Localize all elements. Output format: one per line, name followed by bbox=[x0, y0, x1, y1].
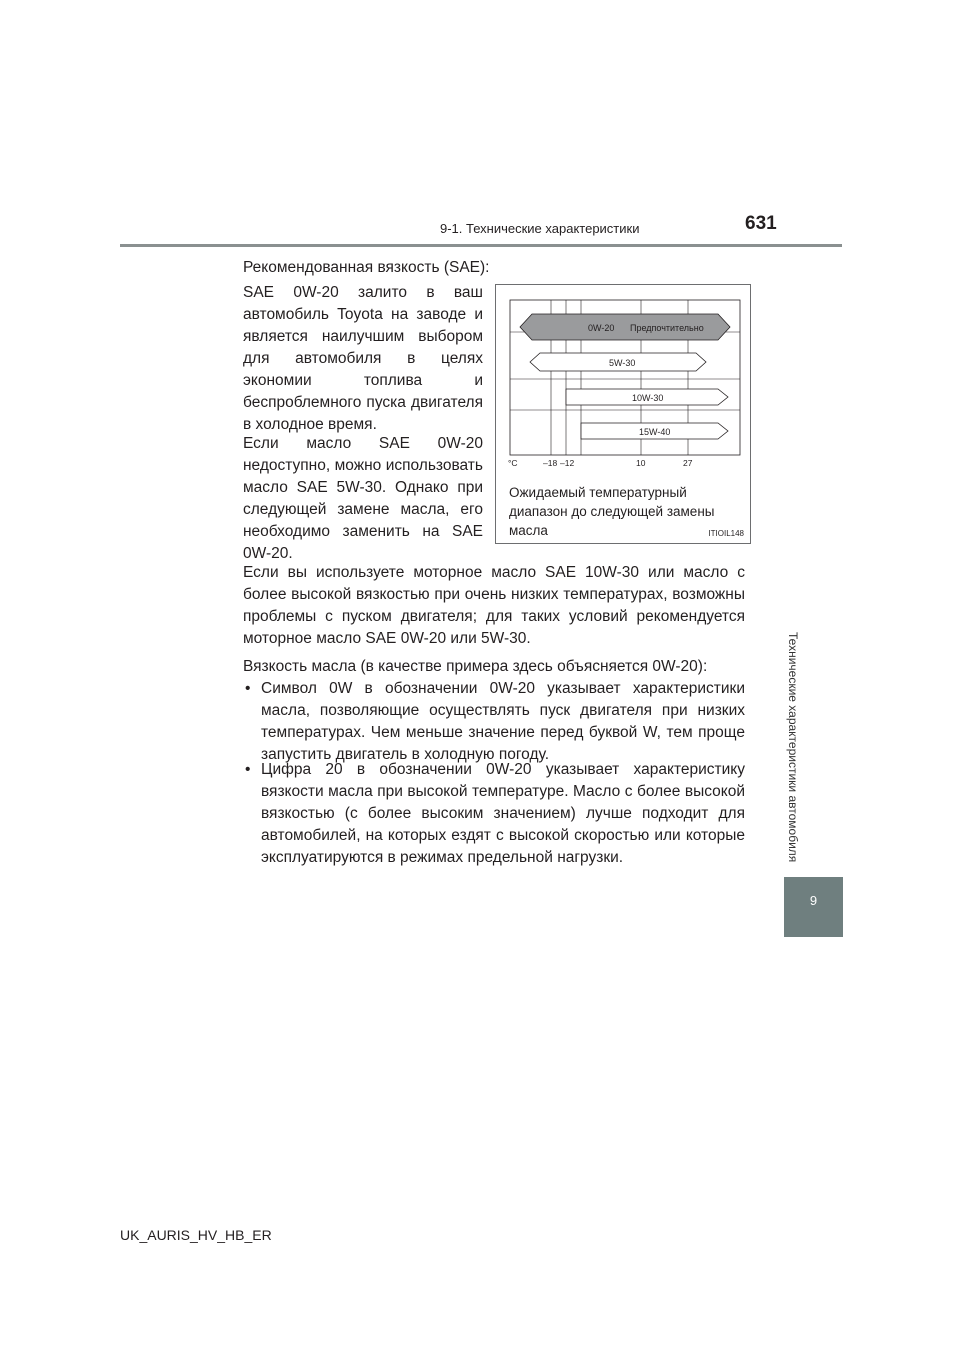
bullet-text: Цифра 20 в обозначении 0W-20 указывает характеристику вязкости масла при высокой температуре. Масло с более высокой вязкостью (с более высоким значением) лучше подходит для автомобилей, на которых ездят с высокой скоростью или которые эксплуатируются в режимах предельной нагрузки. bbox=[261, 761, 745, 866]
paragraph-alternative-oil: Если масло SAE 0W-20 недоступно, можно использовать масло SAE 5W-30. Однако при следующей замене масла, его необходимо заменить на SAE 0W-20. bbox=[243, 435, 483, 562]
band-label: 0W-20 bbox=[588, 323, 615, 333]
tick-label: 27 bbox=[683, 458, 693, 468]
paragraph-factory-oil: SAE 0W-20 залито в ваш автомобиль Toyota на заводе и является наилучшим выбором для автомобиля в целях экономии топлива и беспроблемного пуска двигателя в холодное время. bbox=[243, 284, 483, 433]
section-title: 9-1. Технические характеристики bbox=[440, 221, 640, 236]
paragraph-viscosity-explained: Вязкость масла (в качестве примера здесь объясняется 0W-20): bbox=[243, 658, 708, 675]
figure-code: ITIOIL148 bbox=[708, 529, 744, 538]
viscosity-chart-figure bbox=[495, 284, 751, 544]
chapter-tab[interactable]: 9 bbox=[784, 877, 843, 937]
band-label: 10W-30 bbox=[632, 393, 664, 403]
viscosity-intro: Рекомендованная вязкость (SAE): bbox=[243, 259, 490, 276]
band-label: 15W-40 bbox=[639, 427, 671, 437]
axis-unit-label: °C bbox=[508, 458, 518, 468]
tick-label: –18 bbox=[543, 458, 558, 468]
bullet-text: Символ 0W в обозначении 0W-20 указывает характеристики масла, позволяющие осуществлять пуск двигателя при низких температурах. Чем меньше значение перед буквой W, тем проще запустить двигатель в холодную погоду. bbox=[261, 680, 745, 763]
bullet-item bbox=[243, 678, 745, 766]
band-label: 5W-30 bbox=[609, 358, 636, 368]
bullet-item bbox=[243, 759, 745, 869]
band-note: Предпочтительно bbox=[630, 323, 704, 333]
page-number: 631 bbox=[745, 213, 777, 234]
tick-label: –12 bbox=[560, 458, 575, 468]
paragraph-cold-start-warning: Если вы используете моторное масло SAE 10W-30 или масло с более высокой вязкостью при очень низких температурах, возможны проблемы с пуском двигателя; для таких условий рекомендуется моторное масло SAE 0W-20 или 5W-30. bbox=[243, 564, 745, 647]
figure-caption: Ожидаемый температурный диапазон до следующей замены масла bbox=[509, 485, 715, 538]
chapter-side-title: Технические характеристики автомобиля bbox=[786, 631, 800, 862]
bullet-marker: • bbox=[245, 761, 251, 778]
bullet-marker: • bbox=[245, 680, 251, 697]
header-divider bbox=[120, 244, 842, 247]
footer-doc-code: UK_AURIS_HV_HB_ER bbox=[120, 1227, 272, 1243]
tick-label: 10 bbox=[636, 458, 646, 468]
